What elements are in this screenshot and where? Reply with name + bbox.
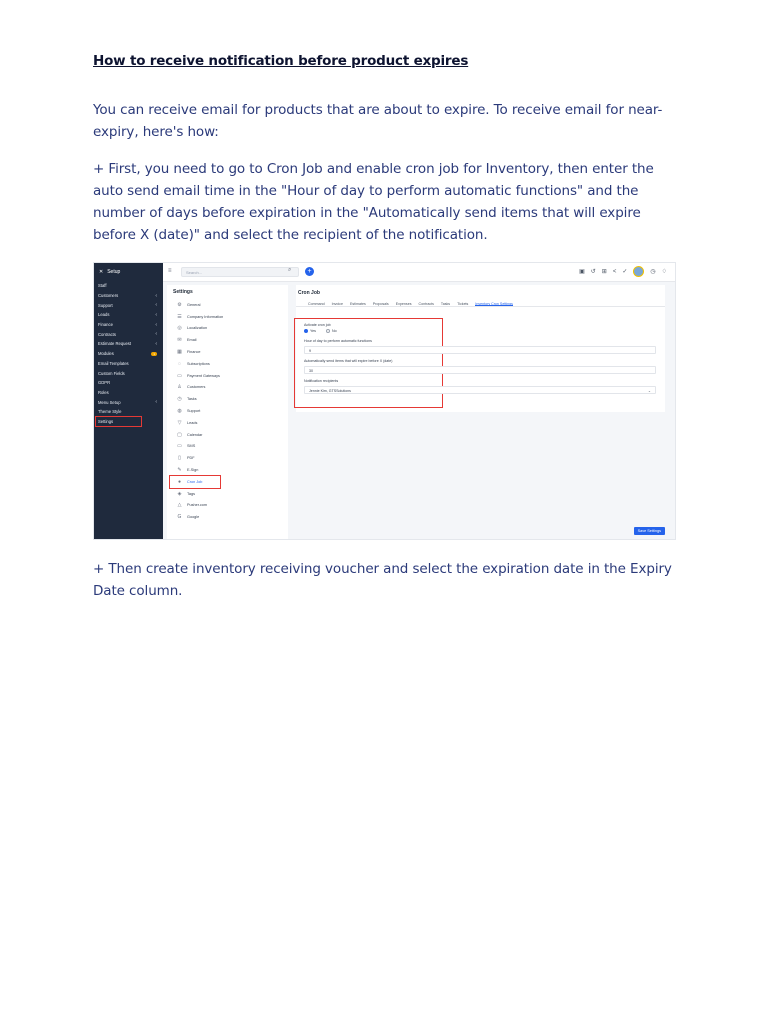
history-icon[interactable]: ↺: [590, 269, 596, 275]
sidebar-item-label: Customers: [98, 293, 119, 299]
tab-tickets[interactable]: Tickets: [457, 302, 469, 306]
top-bar: [163, 263, 675, 282]
settings-item-label: Payment Gateways: [187, 373, 220, 378]
share-icon[interactable]: <: [612, 268, 617, 275]
tab-expenses[interactable]: Expenses: [395, 302, 412, 306]
settings-item-label: Google: [187, 515, 200, 520]
settings-item-icon: ✎: [177, 467, 182, 474]
sidebar-header-label: Setup: [107, 269, 121, 275]
hour-input[interactable]: 9: [304, 346, 656, 354]
sidebar-item-support[interactable]: [94, 300, 163, 310]
settings-item-icon: △: [177, 502, 182, 509]
keyboard-icon[interactable]: ▣: [579, 269, 585, 275]
settings-item-label: PDF: [187, 456, 195, 461]
tab-tasks[interactable]: Tasks: [440, 302, 451, 306]
radio-no-label: No: [332, 329, 337, 333]
days-label: Automatically send items that will expire before X (date): [304, 359, 393, 363]
settings-item-support[interactable]: [167, 405, 288, 417]
sidebar-item-label: Roles: [98, 389, 109, 395]
settings-item-icon: ▽: [177, 419, 182, 426]
bell-icon[interactable]: ♢: [661, 269, 667, 275]
cron-job-title: Cron Job: [298, 290, 320, 296]
sidebar-item-label: Staff: [98, 283, 107, 289]
settings-item-label: SMS: [187, 444, 196, 449]
settings-item-icon: ◎: [177, 325, 182, 332]
tab-command[interactable]: Command: [308, 302, 325, 306]
settings-item-icon: ☰: [177, 313, 182, 320]
radio-yes[interactable]: [304, 329, 316, 333]
sidebar-item-customers[interactable]: [94, 291, 163, 301]
sidebar-item-label: Theme Style: [98, 409, 122, 415]
settings-item-label: E-Sign: [187, 468, 199, 473]
days-input[interactable]: 30: [304, 366, 656, 374]
clock-icon[interactable]: ◷: [650, 269, 656, 275]
settings-item-label: Email: [187, 338, 197, 343]
quick-create-button[interactable]: +: [305, 267, 314, 276]
recipients-label: Notification recipients: [304, 379, 339, 383]
settings-item-label: Company Information: [187, 314, 224, 319]
settings-item-icon: ▭: [177, 372, 182, 379]
settings-item-subscriptions[interactable]: [167, 358, 288, 370]
settings-item-finance[interactable]: [167, 346, 288, 358]
settings-item-tags[interactable]: [167, 488, 288, 500]
settings-item-label: Finance: [187, 350, 201, 355]
sidebar-item-theme-style[interactable]: [94, 407, 163, 417]
menu-toggle-icon[interactable]: ≡: [168, 268, 172, 274]
close-icon[interactable]: ✕: [99, 269, 104, 275]
settings-item-icon: ◷: [177, 396, 182, 403]
settings-item-tasks[interactable]: [167, 393, 288, 405]
settings-item-pusher-com[interactable]: [167, 500, 288, 512]
sidebar-item-leads[interactable]: [94, 310, 163, 320]
settings-item-label: Cron Job: [187, 479, 203, 484]
settings-item-label: Leads: [187, 420, 198, 425]
settings-item-icon: ▭: [177, 443, 182, 450]
cron-tabs: [296, 296, 665, 307]
settings-item-label: Calendar: [187, 432, 203, 437]
sidebar-item-roles[interactable]: [94, 388, 163, 398]
setup-sidebar: [94, 263, 163, 539]
sidebar-item-modules[interactable]: [94, 349, 163, 359]
settings-item-google[interactable]: [167, 511, 288, 523]
settings-item-label: Tags: [187, 491, 196, 496]
embedded-screenshot: [93, 262, 676, 540]
chevron-left-icon: ‹: [155, 292, 157, 299]
settings-item-label: Tasks: [187, 397, 197, 402]
settings-item-calendar[interactable]: [167, 429, 288, 441]
tab-estimates[interactable]: Estimates: [349, 302, 366, 306]
sidebar-item-label: Modules: [98, 351, 114, 357]
sidebar-item-settings[interactable]: [96, 417, 141, 427]
settings-item-label: Localization: [187, 326, 208, 331]
settings-item-customers[interactable]: [167, 382, 288, 394]
settings-menu: [167, 285, 288, 540]
settings-item-icon: ⚙: [177, 301, 182, 308]
tab-inventory-cron-settings[interactable]: Inventory Cron Settings: [475, 302, 513, 306]
sidebar-item-label: Settings: [98, 418, 114, 424]
sidebar-item-label: Estimate Request: [98, 341, 132, 347]
chevron-left-icon: ‹: [155, 340, 157, 347]
chevron-left-icon: ‹: [155, 302, 157, 309]
settings-item-leads[interactable]: [167, 417, 288, 429]
radio-no[interactable]: [326, 329, 337, 333]
settings-item-icon: ✉: [177, 337, 182, 344]
hour-label: Hour of day to perform automatic functions: [304, 339, 372, 343]
check-icon[interactable]: ✓: [622, 269, 628, 275]
step-one-paragraph: + First, you need to go to Cron Job and enable cron job for Inventory, then enter the auto send email time in the "Hour of day to perform automatic functions" and the number of days before expiration in the "Automatically send items that will expire before X (date)" and select the recipient of the notification.: [93, 161, 654, 243]
search-icon[interactable]: ⌕: [288, 267, 292, 273]
settings-item-pdf[interactable]: [167, 452, 288, 464]
settings-item-label: Subscriptions: [187, 361, 210, 366]
step-two-paragraph: + Then create inventory receiving voucher and select the expiration date in the Expiry Date column.: [93, 561, 672, 599]
sidebar-item-estimate-request[interactable]: [94, 339, 163, 349]
settings-item-label: General: [187, 302, 201, 307]
settings-item-label: Support: [187, 409, 201, 414]
badge: 1: [153, 351, 155, 356]
settings-item-icon: ◍: [177, 408, 182, 415]
grid-icon[interactable]: ⊞: [601, 269, 607, 275]
sidebar-item-label: Email Templates: [98, 360, 129, 366]
settings-item-label: Customers: [187, 385, 206, 390]
radio-no-dot[interactable]: [326, 329, 330, 333]
settings-item-general[interactable]: [167, 299, 288, 311]
sidebar-item-label: Menu Setup: [98, 399, 121, 405]
settings-item-company-information[interactable]: [167, 311, 288, 323]
sidebar-item-contracts[interactable]: [94, 329, 163, 339]
sidebar-item-custom-fields[interactable]: [94, 368, 163, 378]
recipients-value: Jennie Kim, GTSSolutions: [309, 389, 351, 393]
sidebar-item-label: GDPR: [98, 380, 111, 386]
sidebar-item-gdpr[interactable]: [94, 378, 163, 388]
tab-contracts[interactable]: Contracts: [418, 302, 434, 306]
settings-item-icon: ▯: [178, 455, 181, 462]
chevron-left-icon: ‹: [155, 311, 157, 318]
chevron-down-icon: ⌄: [647, 389, 651, 393]
tab-proposals[interactable]: Proposals: [372, 302, 389, 306]
activate-label: Activate cron job: [304, 323, 331, 327]
settings-item-sms[interactable]: [167, 441, 288, 453]
settings-item-icon: ◌: [178, 360, 181, 367]
settings-item-icon: ♙: [177, 384, 182, 391]
settings-item-e-sign[interactable]: [167, 464, 288, 476]
sidebar-item-label: Leads: [98, 312, 110, 318]
cron-job-panel: [296, 285, 665, 412]
settings-item-payment-gateways[interactable]: [167, 370, 288, 382]
sidebar-item-label: Contracts: [98, 331, 116, 337]
sidebar-item-label: Finance: [98, 322, 113, 328]
sidebar-item-menu-setup[interactable]: [94, 397, 163, 407]
search-input[interactable]: Search...: [181, 267, 299, 277]
settings-item-icon: ▦: [177, 349, 182, 356]
tab-invoice[interactable]: Invoice: [331, 302, 343, 306]
settings-item-cron-job[interactable]: [170, 476, 220, 488]
settings-item-icon: ●: [177, 478, 182, 485]
sidebar-item-label: Support: [98, 302, 113, 308]
sidebar-item-finance[interactable]: [94, 320, 163, 330]
settings-title: Settings: [173, 289, 193, 295]
document-title: How to receive notification before product expires: [93, 53, 469, 69]
settings-item-icon: ◈: [177, 490, 182, 497]
sidebar-item-label: Custom Fields: [98, 370, 125, 376]
settings-item-localization[interactable]: [167, 323, 288, 335]
save-settings-button[interactable]: Save Settings: [634, 527, 665, 535]
sidebar-header: [94, 263, 163, 281]
recipients-select[interactable]: [304, 386, 656, 394]
sidebar-item-staff[interactable]: [94, 281, 163, 291]
radio-yes-label: Yes: [310, 329, 316, 333]
chevron-left-icon: ‹: [155, 331, 157, 338]
radio-yes-dot[interactable]: [304, 329, 308, 333]
settings-item-label: Pusher.com: [187, 503, 208, 508]
avatar[interactable]: [633, 266, 644, 277]
chevron-left-icon: ‹: [155, 321, 157, 328]
sidebar-item-email-templates[interactable]: [94, 359, 163, 369]
settings-item-icon: G: [177, 514, 182, 521]
settings-item-email[interactable]: [167, 334, 288, 346]
intro-paragraph: You can receive email for products that are about to expire. To receive email for near-expiry, here's how:: [93, 102, 663, 140]
settings-item-icon: ▢: [177, 431, 182, 438]
chevron-left-icon: ‹: [155, 399, 157, 406]
